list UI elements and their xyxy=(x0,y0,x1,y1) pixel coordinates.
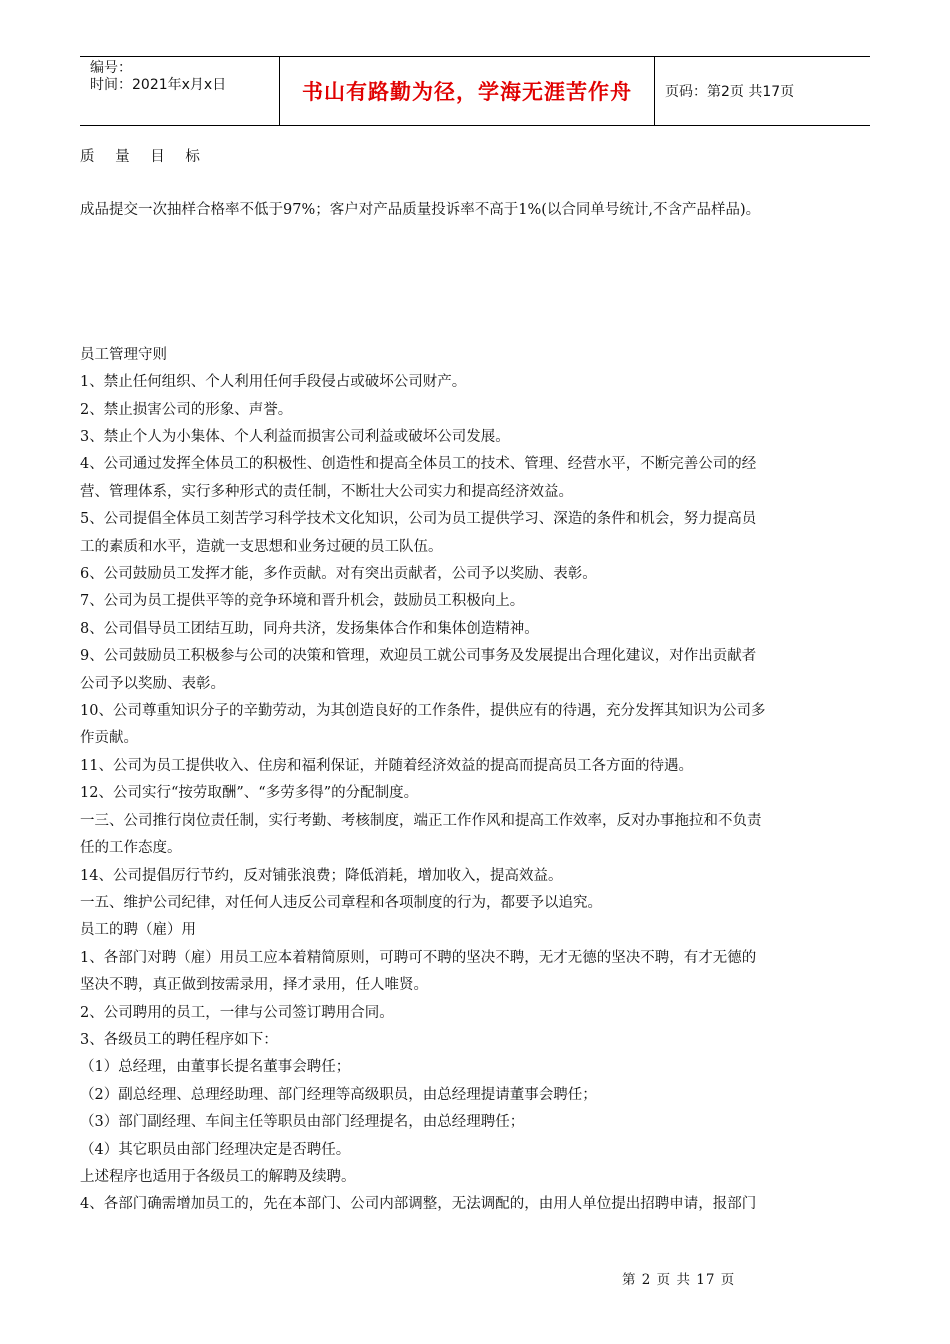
body-line: 12、公司实行“按劳取酬”、“多劳多得”的分配制度。 xyxy=(80,785,419,802)
body-line: （2）副总经理、总理经助理、部门经理等高级职员，由总经理提请董事会聘任； xyxy=(80,1086,597,1103)
body-line: 2、禁止损害公司的形象、声誉。 xyxy=(80,401,293,418)
body-line: 14、公司提倡厉行节约，反对铺张浪费；降低消耗，增加收入，提高效益。 xyxy=(80,867,563,884)
body-line: 作贡献。 xyxy=(80,730,138,747)
body-line: 公司予以奖励、表彰。 xyxy=(80,675,225,692)
body-line: 1、各部门对聘（雇）用员工应本着精简原则，可聘可不聘的坚决不聘，无才无德的坚决不聘，有才无德的 xyxy=(80,949,757,966)
body-line: （3）部门副经理、车间主任等职员由部门经理提名，由总经理聘任； xyxy=(80,1114,525,1131)
quality-text: 成品提交一次抽样合格率不低于97%；客户对产品质量投诉率不高于1%(以合同单号统计,不含产品样品)。 xyxy=(80,202,761,219)
body-line: 7、公司为员工提供平等的竞争环境和晋升机会，鼓励员工积极向上。 xyxy=(80,593,525,610)
body-line: 员工的聘（雇）用 xyxy=(80,922,196,939)
body-line: （1）总经理，由董事长提名董事会聘任； xyxy=(80,1059,351,1076)
body-line: 工的素质和水平，造就一支思想和业务过硬的员工队伍。 xyxy=(80,538,443,555)
body-line: 一三、公司推行岗位责任制，实行考勤、考核制度，端正工作作风和提高工作效率，反对办事拖拉和不负责 xyxy=(80,812,762,829)
body-line: 3、禁止个人为小集体、个人利益而损害公司利益或破坏公司发展。 xyxy=(80,429,510,446)
body-line: 2、公司聘用的员工，一律与公司签订聘用合同。 xyxy=(80,1004,394,1021)
header-page-info: 页码：第2页 共17页 xyxy=(665,84,795,100)
body-line: 4、公司通过发挥全体员工的积极性、创造性和提高全体员工的技术、管理、经营水平，不断完善公司的经 xyxy=(80,456,757,473)
body-line: 营、管理体系，实行多种形式的责任制，不断壮大公司实力和提高经济效益。 xyxy=(80,483,573,500)
body-line: 一五、维护公司纪律，对任何人违反公司章程和各项制度的行为，都要予以追究。 xyxy=(80,894,602,911)
body-line: 任的工作态度。 xyxy=(80,840,182,857)
body-line: 坚决不聘，真正做到按需录用，择才录用，任人唯贤。 xyxy=(80,977,428,994)
header-meta xyxy=(80,57,280,125)
body-line: 上述程序也适用于各级员工的解聘及续聘。 xyxy=(80,1168,356,1185)
body-line: 8、公司倡导员工团结互助，同舟共济，发扬集体合作和集体创造精神。 xyxy=(80,620,539,637)
body-line: 6、公司鼓励员工发挥才能，多作贡献。对有突出贡献者，公司予以奖励、表彰。 xyxy=(80,566,597,583)
document-body xyxy=(80,144,875,1219)
body-line: 5、公司提倡全体员工刻苦学习科学技术文化知识，公司为员工提供学习、深造的条件和机会，努力提高员 xyxy=(80,511,757,528)
page-header xyxy=(80,56,870,126)
rules-section xyxy=(80,342,875,1219)
body-line: 4、各部门确需增加员工的，先在本部门、公司内部调整，无法调配的，由用人单位提出招聘申请，报部门 xyxy=(80,1196,757,1213)
body-line: 9、公司鼓励员工积极参与公司的决策和管理，欢迎员工就公司事务及发展提出合理化建议，对作出贡献者 xyxy=(80,648,757,665)
serial-number-label: 编号： xyxy=(90,60,132,76)
body-line: 3、各级员工的聘任程序如下： xyxy=(80,1031,278,1048)
header-motto: 书山有路勤为径，学海无涯苦作舟 xyxy=(280,57,655,125)
body-line: （4）其它职员由部门经理决定是否聘任。 xyxy=(80,1141,351,1158)
quality-title: 质 量 目 标 xyxy=(80,149,208,165)
body-line: 1、禁止任何组织、个人利用任何手段侵占或破坏公司财产。 xyxy=(80,374,467,391)
page-footer: 第 2 页 共 17 页 xyxy=(622,1272,736,1288)
body-line: 11、公司为员工提供收入、住房和福利保证，并随着经济效益的提高而提高员工各方面的待遇。 xyxy=(80,757,693,774)
body-line: 10、公司尊重知识分子的辛勤劳动，为其创造良好的工作条件，提供应有的待遇，充分发挥其知识为公司多 xyxy=(80,703,766,720)
body-line: 员工管理守则 xyxy=(80,346,167,363)
date-label: 时间：2021年x月x日 xyxy=(90,77,227,93)
